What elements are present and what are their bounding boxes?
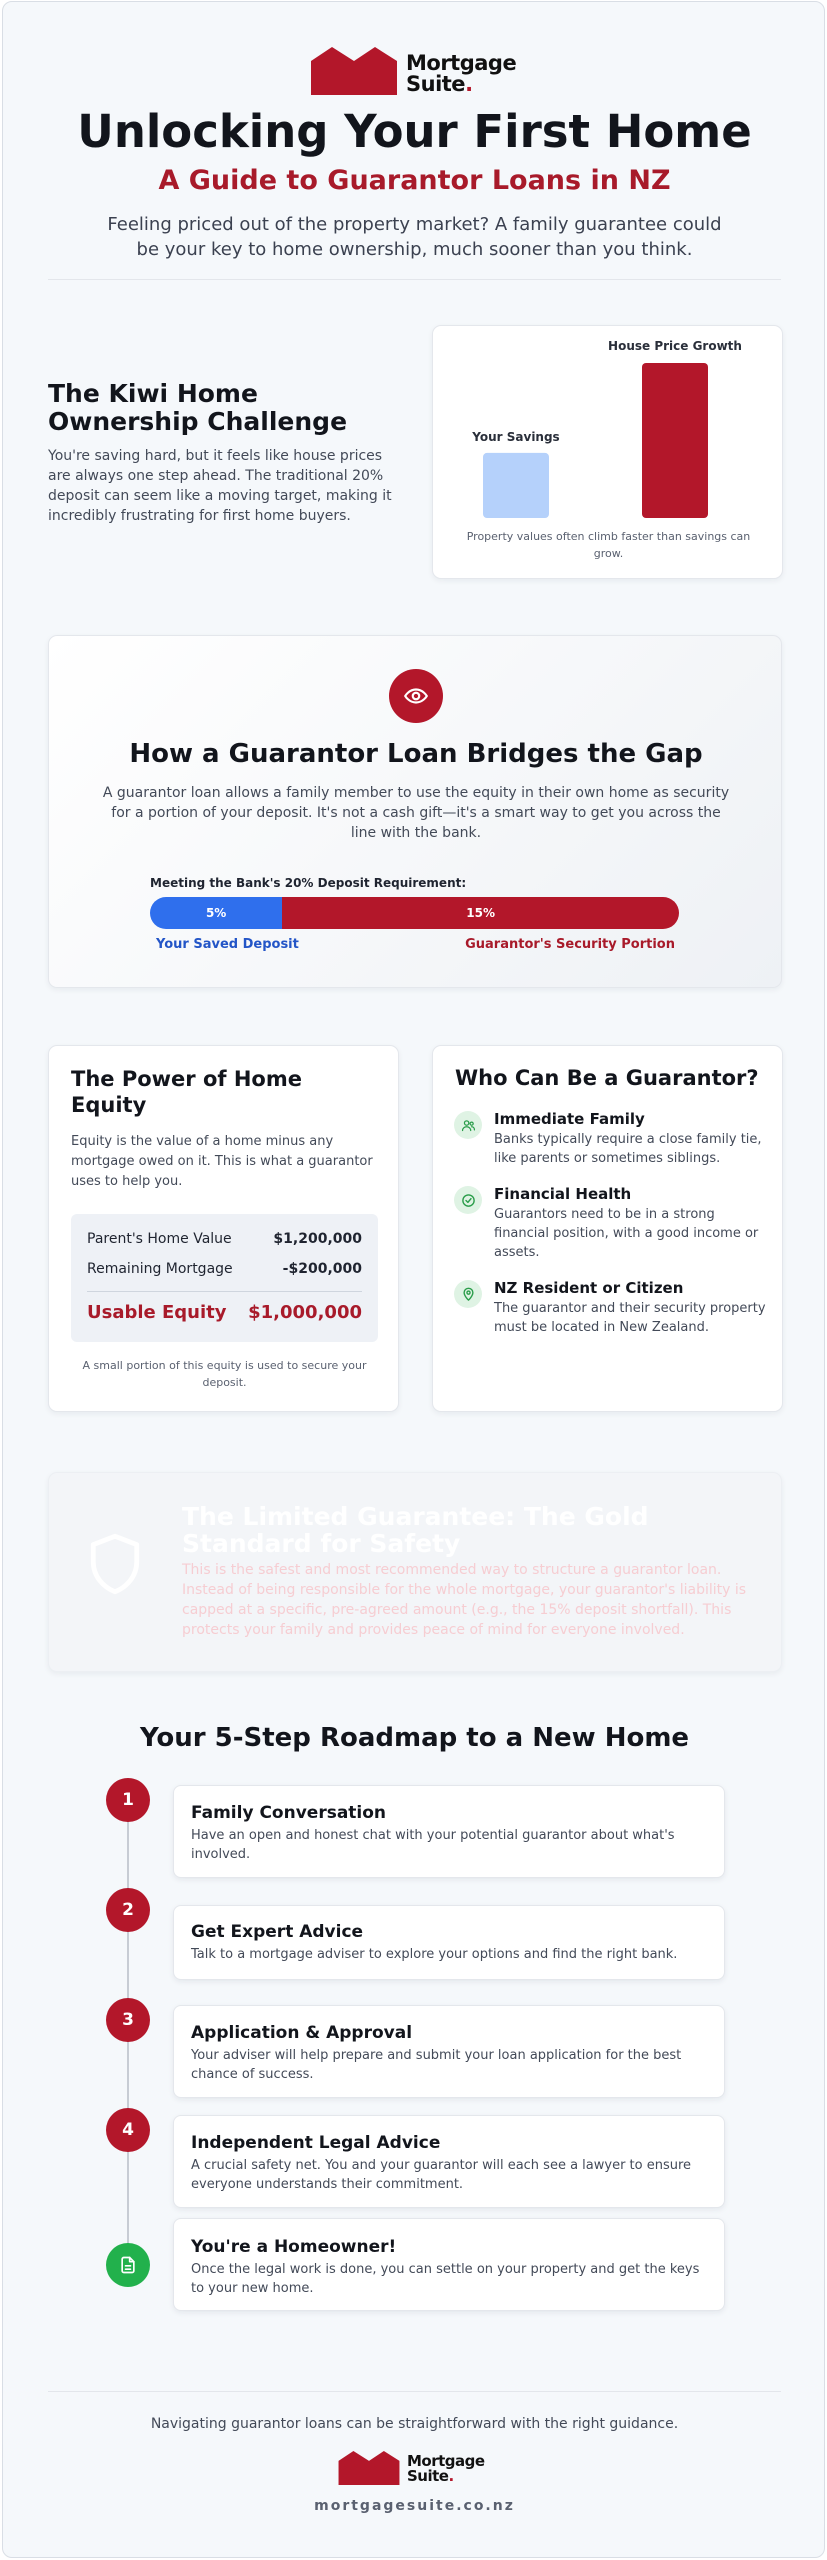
bar-house-price	[642, 363, 708, 518]
document-icon	[118, 2255, 138, 2275]
step-desc: A crucial safety net. You and your guarantor will each see a lawyer to ensure everyone understands their commitment.	[191, 2158, 692, 2192]
bar-savings	[483, 453, 549, 518]
segment-saved-deposit: 5%	[150, 897, 282, 929]
guarantor-item-title: NZ Resident or Citizen	[494, 1279, 684, 1297]
guarantor-card	[432, 1045, 783, 1412]
footer-logo	[338, 2450, 498, 2486]
step-card	[173, 1785, 725, 1878]
equity-row-value: $1,200,000	[273, 1231, 362, 1247]
footer-tagline: Navigating guarantor loans can be straightforward with the right guidance.	[150, 2416, 679, 2432]
caption-saved-deposit: Your Saved Deposit	[156, 937, 299, 952]
equity-card	[48, 1045, 399, 1412]
guarantor-item-title: Immediate Family	[494, 1110, 645, 1128]
bridge-card	[48, 635, 782, 988]
limited-guarantee-body: This is the safest and most recommended way to structure a guarantor loan. Instead of being responsible for the whole mortgage, your guarantor's liability is capped at a specific, pre-agreed amount (e.g., the 15% deposit shortfall). This protects your family and provides peace of mind for everyone involved.	[182, 1562, 747, 1638]
step-desc: Your adviser will help prepare and submit your loan application for the best chance of success.	[191, 2048, 682, 2082]
guarantor-item-icon	[454, 1280, 482, 1308]
users-icon	[461, 1118, 476, 1133]
shield-icon	[86, 1531, 144, 1597]
house-roof-logo-icon	[311, 47, 397, 95]
step-final-badge	[106, 2243, 150, 2287]
step-title: Application & Approval	[191, 2023, 413, 2043]
savings-chart-card	[432, 325, 783, 579]
guarantor-item-title: Financial Health	[494, 1185, 632, 1203]
step-title: Family Conversation	[191, 1803, 387, 1823]
step-title: Get Expert Advice	[191, 1922, 364, 1942]
step-card	[173, 2115, 725, 2208]
step-desc: Talk to a mortgage adviser to explore your options and find the right bank.	[191, 1947, 678, 1962]
step-title: You're a Homeowner!	[191, 2237, 397, 2257]
logo-wordmark-line2: Suite.	[407, 2467, 454, 2485]
footer-url-link[interactable]: mortgagesuite.co.nz	[314, 2498, 515, 2514]
intro-text: Feeling priced out of the property market? A family guarantee could be your key to home ownership, much sooner than you think.	[107, 214, 722, 260]
guarantor-item-desc: Guarantors need to be in a strong financial position, with a good income or assets.	[494, 1207, 759, 1260]
footer-divider	[48, 2391, 781, 2392]
guarantor-item-icon	[454, 1111, 482, 1139]
guarantor-item-desc: Banks typically require a close family tie, like parents or sometimes siblings.	[494, 1132, 762, 1166]
equity-body: Equity is the value of a home minus any mortgage owed on it. This is what a guarantor uses to help you.	[71, 1134, 373, 1189]
step-number-badge: 1	[106, 1778, 150, 1822]
challenge-title: The Kiwi Home Ownership Challenge	[48, 379, 348, 436]
step-number-badge: 2	[106, 1888, 150, 1932]
step-number-badge: 4	[106, 2108, 150, 2152]
equity-table	[71, 1214, 378, 1342]
bar-requirement-label: Meeting the Bank's 20% Deposit Requirement:	[150, 876, 467, 890]
guarantor-title: Who Can Be a Guarantor?	[455, 1066, 759, 1090]
eye-icon	[403, 683, 429, 709]
savings-chart	[433, 326, 784, 526]
equity-row-label: Remaining Mortgage	[87, 1261, 233, 1277]
equity-row-mortgage	[87, 1261, 362, 1277]
step-card	[173, 2218, 725, 2311]
challenge-body: You're saving hard, but it feels like house prices are always one step ahead. The traditional 20% deposit can seem like a moving target, making it incredibly frustrating for first home buyers.	[48, 448, 392, 524]
header-divider	[48, 279, 781, 280]
infographic-page	[2, 1, 825, 2558]
equity-row-value: -$200,000	[282, 1261, 362, 1277]
bridge-title: How a Guarantor Loan Bridges the Gap	[129, 739, 703, 769]
page-subtitle: A Guide to Guarantor Loans in NZ	[158, 165, 671, 196]
header-logo	[311, 46, 526, 96]
deposit-progress-bar	[150, 897, 679, 929]
house-roof-logo-icon	[338, 2451, 400, 2485]
step-desc: Have an open and honest chat with your potential guarantor about what's involved.	[191, 1828, 675, 1862]
bar-label-house-price: House Price Growth	[608, 339, 742, 353]
equity-note: A small portion of this equity is used to secure your deposit.	[82, 1359, 367, 1389]
eye-icon-badge	[389, 669, 443, 723]
logo-wordmark-line1: Mortgage	[407, 2452, 485, 2470]
limited-guarantee-title: The Limited Guarantee: The Gold Standard for Safety	[182, 1502, 649, 1558]
chart-caption: Property values often climb faster than savings can grow.	[466, 530, 751, 560]
page-title: Unlocking Your First Home	[77, 105, 752, 158]
step-card	[173, 1905, 725, 1980]
equity-total-value: $1,000,000	[248, 1302, 362, 1323]
step-desc: Once the legal work is done, you can settle on your property and get the keys to your new home.	[191, 2262, 700, 2296]
logo-wordmark-line1: Mortgage	[406, 51, 517, 75]
equity-row-total	[87, 1302, 362, 1323]
equity-row-home-value	[87, 1231, 362, 1247]
equity-table-divider	[87, 1291, 362, 1292]
caption-guarantor-portion: Guarantor's Security Portion	[465, 937, 675, 952]
step-title: Independent Legal Advice	[191, 2133, 441, 2153]
roadmap-title: Your 5-Step Roadmap to a New Home	[139, 1723, 690, 1753]
guarantor-item-desc: The guarantor and their security property must be located in New Zealand.	[494, 1301, 766, 1335]
map-pin-icon	[461, 1287, 476, 1302]
logo-wordmark-line2: Suite.	[406, 72, 473, 96]
equity-row-label: Parent's Home Value	[87, 1231, 232, 1247]
bar-label-savings: Your Savings	[472, 430, 560, 444]
limited-guarantee-card	[48, 1472, 782, 1672]
step-card	[173, 2005, 725, 2098]
guarantor-item-icon	[454, 1186, 482, 1214]
segment-guarantor-portion: 15%	[282, 897, 679, 929]
equity-total-label: Usable Equity	[87, 1302, 227, 1323]
bridge-body: A guarantor loan allows a family member to use the equity in their own home as security for a portion of your deposit. It's not a cash gift—it's a smart way to get you across the line with the bank.	[102, 785, 730, 841]
step-number-badge: 3	[106, 1998, 150, 2042]
equity-title: The Power of Home Equity	[71, 1067, 302, 1117]
check-circle-icon	[461, 1193, 476, 1208]
